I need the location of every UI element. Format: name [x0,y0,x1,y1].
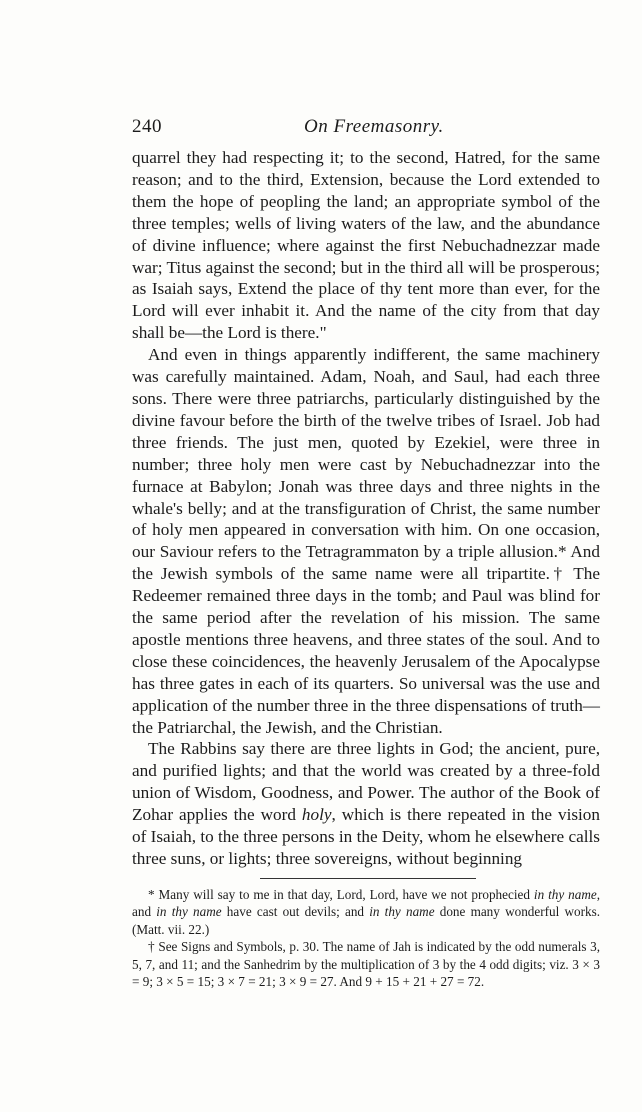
footnote-1-emphasis-2: in thy name [156,904,222,920]
paragraph-3-text-b: , which is there repeated in the vision of Isaiah, to the three persons in the Deity, whom he elsewhere calls three suns, or lights; three sovereigns, without beginning [132,805,600,868]
paragraph-3 [132,738,600,869]
footnote-divider [260,878,476,879]
running-title: On Freemasonry. [304,116,444,137]
main-text [132,147,600,870]
footnote-1-emphasis-1: in thy name [533,887,597,902]
page-header [132,116,602,140]
footnote-1-text-d: done many wonderful works. (Matt. vii. 22.) [132,904,600,937]
paragraph-3-text-a: The Rabbins say there are three lights in God; the ancient, pure, and purified lights; and that the world was created by a three-fold union of Wisdom, Goodness, and Power. The author of the Book of Zohar applies the word [132,739,600,825]
footnote-1-text-a: * Many will say to me in that day, Lord, Lord, have we not prophecied [148,887,534,902]
footnote-1-emphasis-3: in thy name [369,904,435,920]
footnote-2: † See Signs and Symbols, p. 30. The name of Jah is indicated by the odd numerals 3, 5, 7, and 11; and the Sanhedrim by the multiplication of 3 by the 4 odd digits; viz. 3 × 3 = 9; 3 × 5 = 15; 3 × 7 = 21; 3 × 9 = 27. And 9 + 15 + 21 + 27 = 72. [132,939,600,990]
footnote-1 [132,886,600,938]
footnote-1-text-b: , and [132,887,601,920]
paragraph-2: And even in things apparently indifferent, the same machinery was carefully maintained. Adam, Noah, and Saul, had each three sons. There were three patriarchs, particularly distinguished by the divine favour before the birth of the twelve tribes of Israel. Job had three friends. The just men, quoted by Ezekiel, were three in number; three holy men were cast by Nebuchadnezzar into the furnace at Babylon; Jonah was three days and three nights in the whale's belly; and at the transfiguration of Christ, the same number of holy men appeared in conversation with him. On one occasion, our Saviour refers to the Tetragrammaton by a triple allusion.* And the Jewish symbols of the same name were all tripartite.† The Redeemer remained three days in the tomb; and Paul was blind for the same period after the revelation of his mission. The same apostle mentions three heavens, and three states of the soul. And to close these coincidences, the heavenly Jerusalem of the Apocalypse has three gates in each of its quarters. So universal was the use and application of the number three in the three dispensations of truth—the Patriarchal, the Jewish, and the Christian. [132,345,600,737]
footnotes [132,886,600,990]
page-number: 240 [132,116,162,137]
paragraph-1: quarrel they had respecting it; to the second, Hatred, for the same reason; and to the third, Extension, because the Lord extended to them the hope of peopling the land; an appropriate symbol of the three temples; wells of living waters of the law, and the abundance of divine influence; where against the first Nebuchadnezzar made war; Titus against the second; but in the third all will be prosperous; as Isaiah says, Extend the place of thy tent more than ever, for the Lord will ever inhabit it. And the name of the city from that day shall be—the Lord is there." [132,148,600,343]
footnote-1-text-c: have cast out devils; and [221,904,370,920]
paragraph-3-emphasis: holy [301,805,332,825]
